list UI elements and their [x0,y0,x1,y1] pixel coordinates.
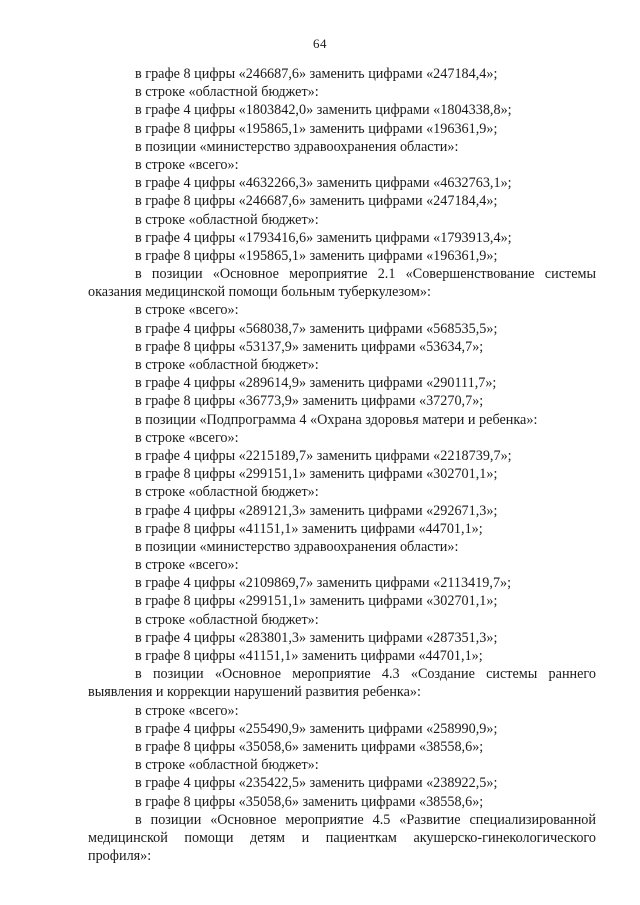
text-line: в позиции «Подпрограмма 4 «Охрана здоровья матери и ребенка»: [135,411,538,428]
text-line: в графе 4 цифры «235422,5» заменить цифрами «238922,5»; [135,775,498,792]
text-line: в строке «областной бюджет»: [135,484,319,501]
text-line: в строке «всего»: [135,156,239,173]
text-line: в графе 4 цифры «289614,9» заменить цифрами «290111,7»; [135,375,497,392]
text-line: в графе 4 цифры «1803842,0» заменить цифрами «1804338,8»; [135,102,512,119]
text-line: в графе 4 цифры «283801,3» заменить цифрами «287351,3»; [135,629,498,646]
text-line: в строке «областной бюджет»: [135,211,319,228]
text-line: в графе 8 цифры «36773,9» заменить цифрами «37270,7»; [135,393,484,410]
text-line: в строке «всего»: [135,429,239,446]
text-line: в графе 8 цифры «41151,1» заменить цифрами «44701,1»; [135,520,483,537]
text-line: в графе 4 цифры «1793416,6» заменить цифрами «1793913,4»; [135,229,512,246]
text-line: в графе 8 цифры «195865,1» заменить цифрами «196361,9»; [135,247,498,264]
text-line: в графе 4 цифры «4632266,3» заменить цифрами «4632763,1»; [135,175,512,192]
text-line: в графе 4 цифры «2215189,7» заменить цифрами «2218739,7»; [135,447,512,464]
text-line: в позиции «министерство здравоохранения области»: [135,538,459,555]
text-line: в графе 8 цифры «246687,6» заменить цифрами «247184,4»; [135,193,498,210]
text-line: в строке «всего»: [135,702,239,719]
text-line: в позиции «министерство здравоохранения области»: [135,138,459,155]
text-line: в графе 8 цифры «246687,6» заменить цифрами «247184,4»; [135,66,498,82]
text-line: в графе 8 цифры «195865,1» заменить цифрами «196361,9»; [135,120,498,137]
text-line: в строке «всего»: [135,302,239,319]
text-line: в графе 4 цифры «255490,9» заменить цифрами «258990,9»; [135,720,498,737]
document-body [88,65,596,865]
text-line: в графе 8 цифры «299151,1» заменить цифрами «302701,1»; [135,593,498,610]
paragraph: в позиции «Основное мероприятие 4.3 «Создание системы раннего выявления и коррекции нарушений развития ребенка»: [88,666,596,701]
text-line: в графе 4 цифры «2109869,7» заменить цифрами «2113419,7»; [135,575,512,592]
text-line: в графе 4 цифры «289121,3» заменить цифрами «292671,3»; [135,502,498,519]
text-line: в графе 8 цифры «41151,1» заменить цифрами «44701,1»; [135,648,483,665]
text-line: в строке «областной бюджет»: [135,757,319,774]
text-line: в графе 8 цифры «35058,6» заменить цифрами «38558,6»; [135,739,484,755]
text-line: в графе 8 цифры «299151,1» заменить цифрами «302701,1»; [135,466,498,483]
text-line: в строке «областной бюджет»: [135,611,319,628]
text-line: в графе 4 цифры «568038,7» заменить цифрами «568535,5»; [135,320,498,337]
text-line: в строке «всего»: [135,557,239,574]
text-line: в графе 8 цифры «53137,9» заменить цифрами «53634,7»; [135,338,484,355]
page-number: 64 [313,36,327,51]
paragraph: в позиции «Основное мероприятие 4.5 «Развитие специализированной медицинской помощи детям и пациенткам акушерско-гинекологического профиля»: [88,811,596,865]
paragraph: в позиции «Основное мероприятие 2.1 «Совершенствование системы оказания медицинской помощи больным туберкулезом»: [88,266,596,301]
text-line: в строке «областной бюджет»: [135,357,319,374]
text-line: в строке «областной бюджет»: [135,84,319,101]
text-line: в графе 8 цифры «35058,6» заменить цифрами «38558,6»; [135,793,484,810]
